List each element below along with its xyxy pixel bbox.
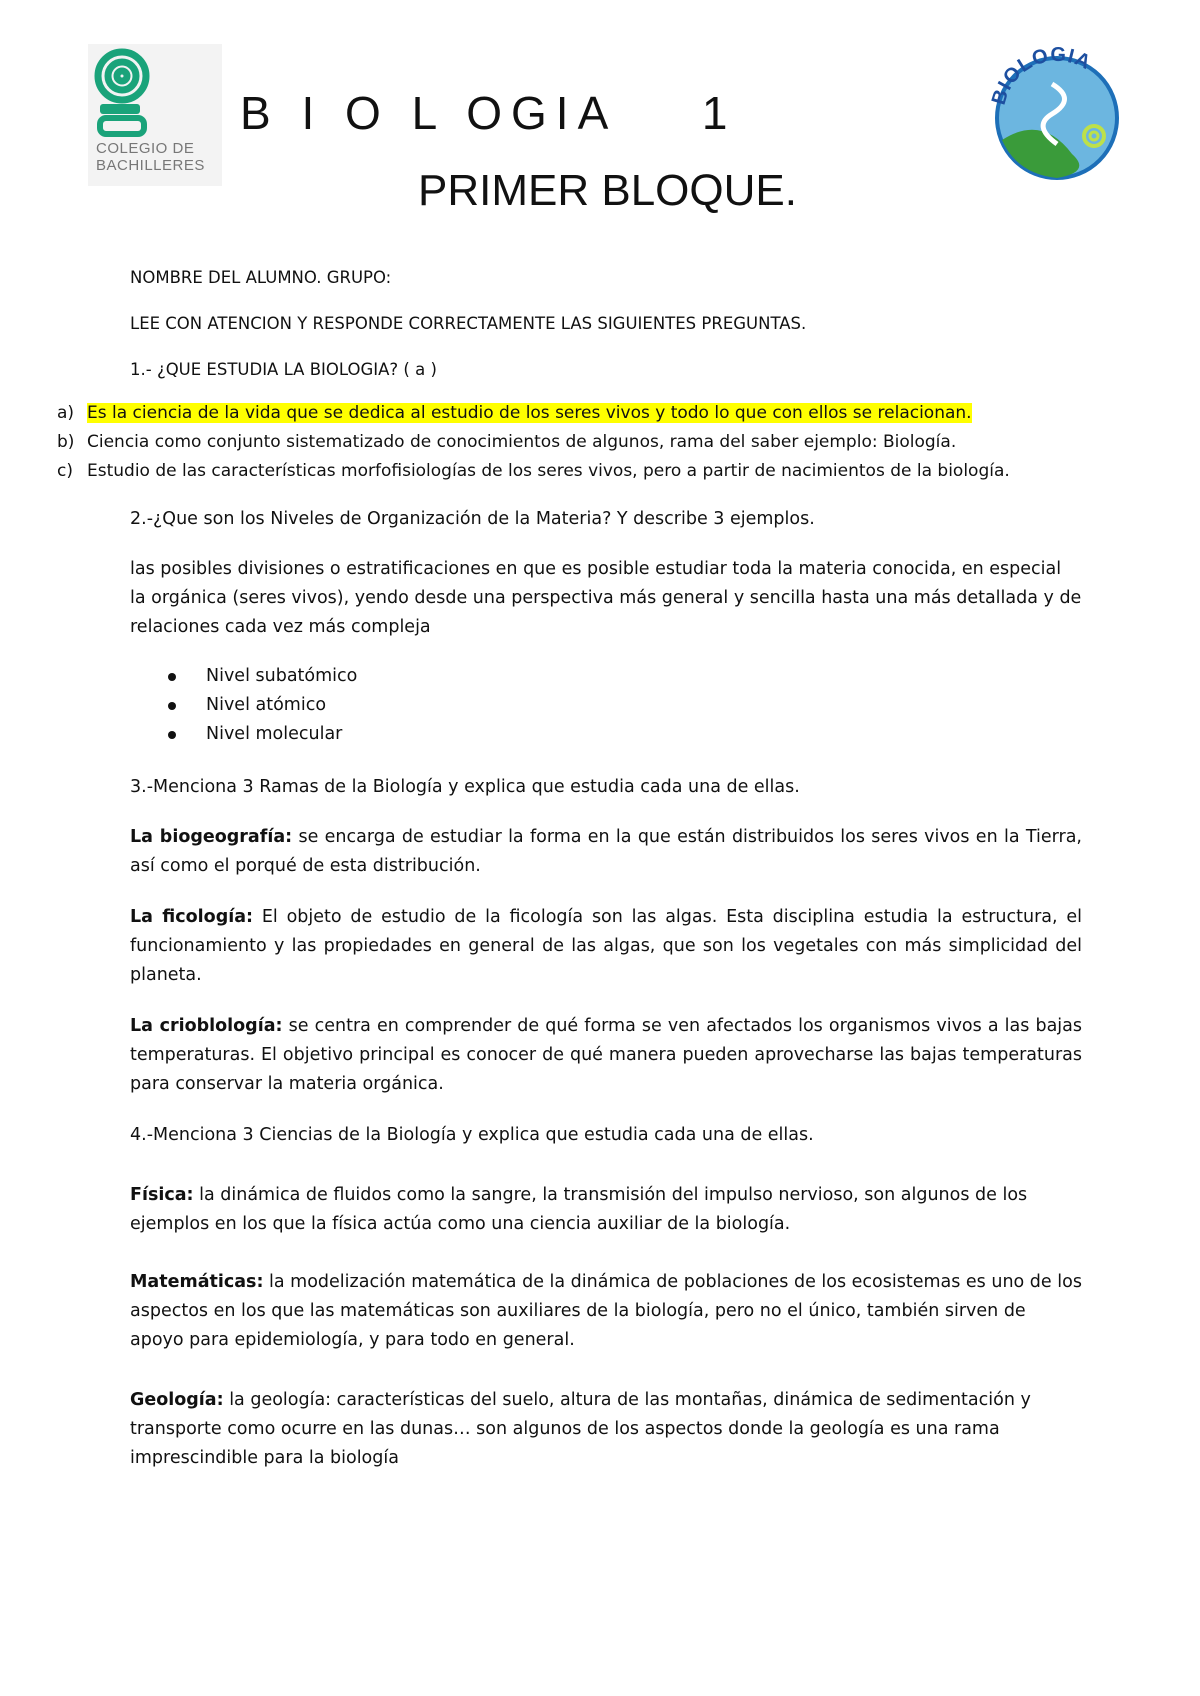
q3-item-ficologia xyxy=(130,903,1082,990)
list-item xyxy=(168,720,357,749)
q4-item-matematicas xyxy=(130,1268,1082,1355)
definition: se centra en comprender de qué forma se ven afectados los organismos vivos a las bajas temperaturas. El objetivo principal es conocer de qué manera pueden aprovecharse las bajas temperaturas para conservar la materia orgánica. xyxy=(130,1016,1083,1094)
bullet-icon xyxy=(168,702,176,710)
page-title: B I O L OGIA 1 xyxy=(240,87,737,139)
q4-item-geologia xyxy=(130,1386,1082,1473)
option-text: Estudio de las características morfofisiologías de los seres vivos, pero a partir de nacimientos de la biología. xyxy=(87,461,1010,481)
definition: El objeto de estudio de la ficología son las algas. Esta disciplina estudia la estructura, el funcionamiento y las propiedades en general de las algas, que son los vegetales con más simplicidad del planeta. xyxy=(130,907,1082,985)
q3-item-criobiologia xyxy=(130,1012,1082,1099)
definition: la geología: características del suelo, altura de las montañas, dinámica de sedimentación y transporte como ocurre en las dunas… son algunos de los aspectos donde la geología es una rama imprescindible para la biología xyxy=(130,1390,1031,1468)
q1-option-c xyxy=(57,460,1010,482)
biologia-badge-icon xyxy=(982,44,1132,184)
logo-text-line-1: COLEGIO DE xyxy=(96,140,195,157)
option-marker: a) xyxy=(57,403,75,423)
levels-list xyxy=(168,662,357,749)
list-item-text: Nivel molecular xyxy=(206,724,343,744)
q2-answer: las posibles divisiones o estratificaciones en que es posible estudiar toda la materia conocida, en especial la orgánica (seres vivos), yendo desde una perspectiva más general y sencilla hasta una más detallada y de relaciones cada vez más compleja xyxy=(130,559,1082,637)
term: La biogeografía: xyxy=(130,827,293,847)
spiral-logo-icon xyxy=(88,44,222,140)
list-item-text: Nivel atómico xyxy=(206,695,327,715)
term: Física: xyxy=(130,1185,194,1205)
list-item xyxy=(168,662,357,691)
option-marker: b) xyxy=(57,432,75,452)
term: Geología: xyxy=(130,1390,224,1410)
definition: la dinámica de fluidos como la sangre, la transmisión del impulso nervioso, son algunos de los ejemplos en los que la física actúa como una ciencia auxiliar de la biología. xyxy=(130,1185,1028,1234)
bullet-icon xyxy=(168,731,176,739)
question-4: 4.-Menciona 3 Ciencias de la Biología y explica que estudia cada una de ellas. xyxy=(130,1125,814,1145)
colegio-de-bachilleres-logo xyxy=(88,44,222,186)
list-item-text: Nivel subatómico xyxy=(206,666,358,686)
option-text-highlighted: Es la ciencia de la vida que se dedica al estudio de los seres vivos y todo lo que con ellos se relacionan. xyxy=(87,403,972,423)
logo-text-line-2: BACHILLERES xyxy=(96,157,205,174)
logo-biologia-text: BIOLOGIA xyxy=(987,44,1095,108)
page-subtitle: PRIMER BLOQUE. xyxy=(418,166,797,215)
term: La crioblología: xyxy=(130,1016,283,1036)
term: La ficología: xyxy=(130,907,254,927)
definition: se encarga de estudiar la forma en la que están distribuidos los seres vivos en la Tierra, así como el porqué de esta distribución. xyxy=(130,827,1082,876)
q4-item-fisica xyxy=(130,1181,1082,1239)
definition: la modelización matemática de la dinámica de poblaciones de los ecosistemas es uno de los aspectos en los que las matemáticas son auxiliares de la biología, pero no el único, también sirven de apoyo para epidemiología, y para todo en general. xyxy=(130,1272,1082,1350)
option-text: Ciencia como conjunto sistematizado de conocimientos de algunos, rama del saber ejemplo: Biología. xyxy=(87,432,957,452)
question-3: 3.-Menciona 3 Ramas de la Biología y explica que estudia cada una de ellas. xyxy=(130,777,800,797)
q1-option-a xyxy=(57,402,972,424)
q1-option-b xyxy=(57,431,956,453)
question-2: 2.-¿Que son los Niveles de Organización de la Materia? Y describe 3 ejemplos. xyxy=(130,509,815,529)
question-1: 1.- ¿QUE ESTUDIA LA BIOLOGIA? ( a ) xyxy=(130,360,437,379)
biologia-logo xyxy=(982,44,1132,184)
bullet-icon xyxy=(168,673,176,681)
option-marker: c) xyxy=(57,461,73,481)
student-name-line: NOMBRE DEL ALUMNO. GRUPO: xyxy=(130,268,392,287)
q3-item-biogeografia xyxy=(130,823,1082,881)
term: Matemáticas: xyxy=(130,1272,264,1292)
list-item xyxy=(168,691,357,720)
instructions: LEE CON ATENCION Y RESPONDE CORRECTAMENTE LAS SIGUIENTES PREGUNTAS. xyxy=(130,314,807,333)
